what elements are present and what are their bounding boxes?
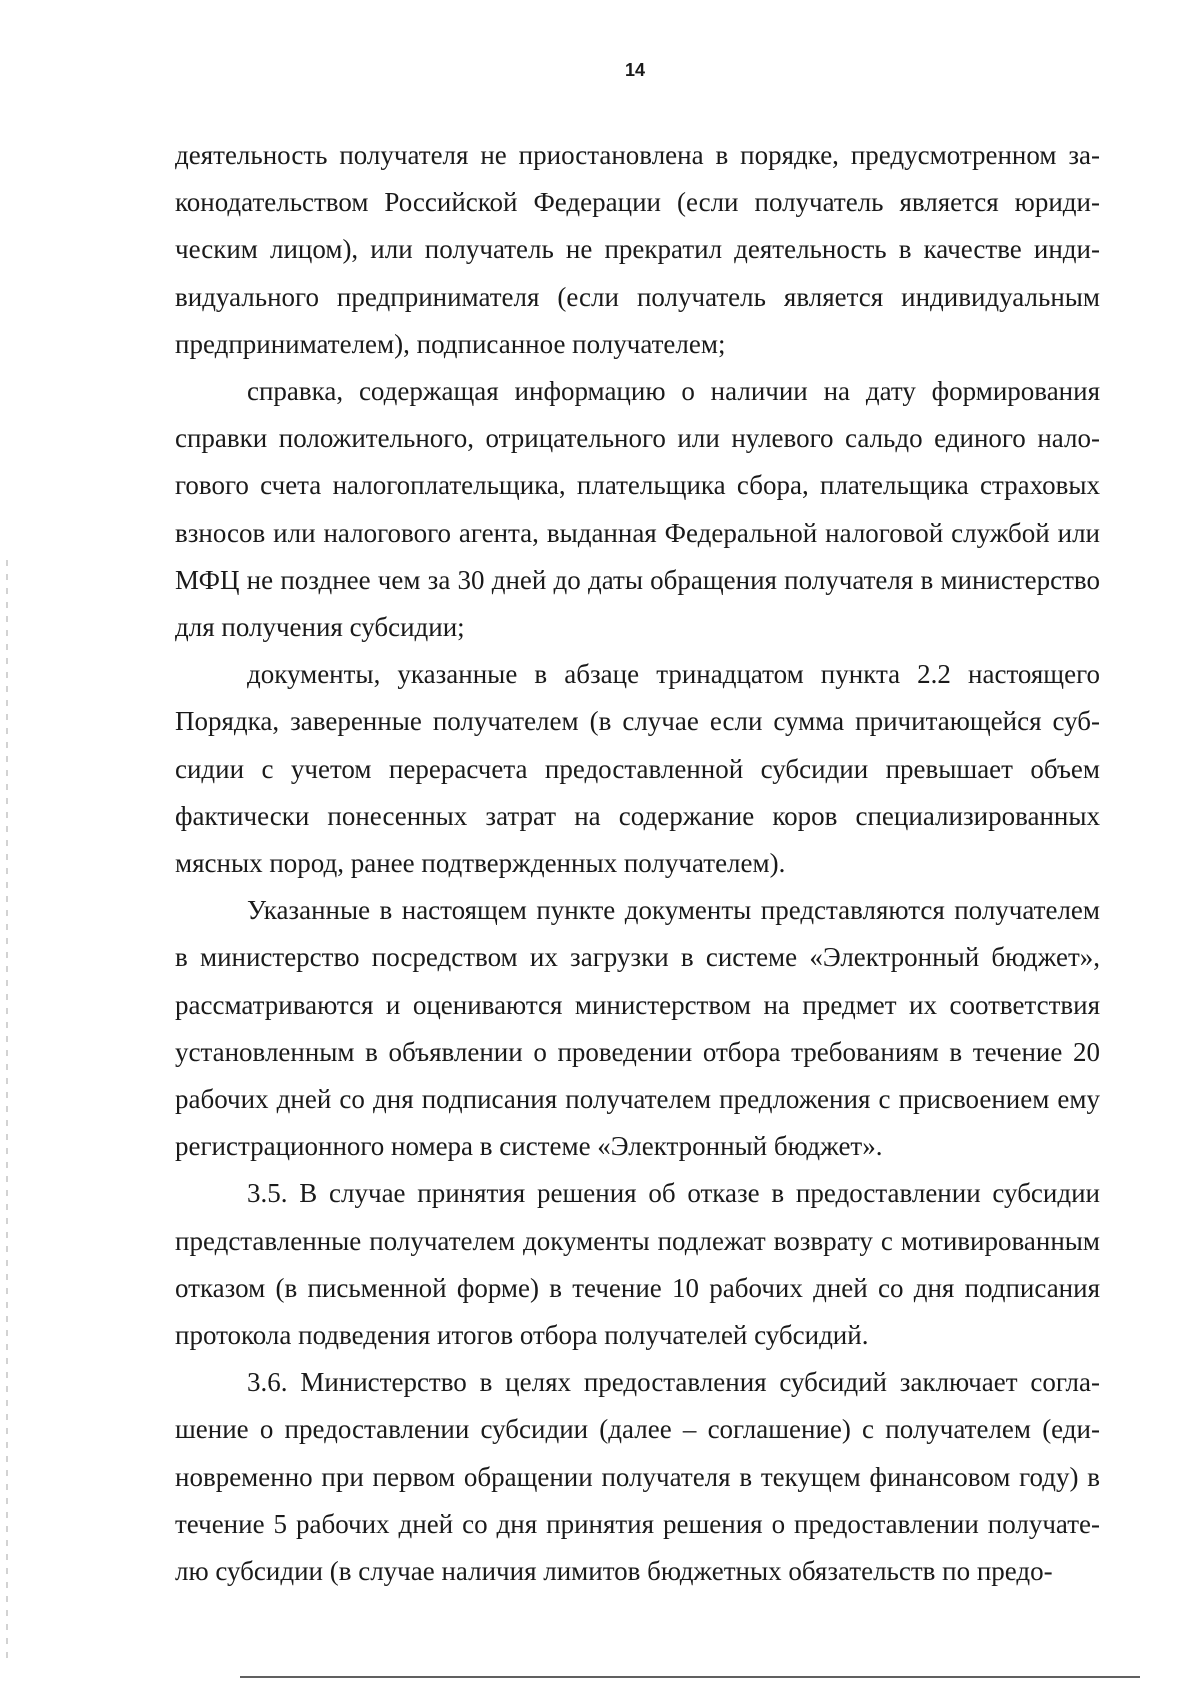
document-body bbox=[175, 132, 1100, 1595]
paragraph-tax-certificate: справка, содержащая информацию о наличии на дату формирования справки положительного, отрицательного или нулевого сальдо единого налогового счета налогоплательщика, плательщика сбора, плательщика страховых взносов или налогового агента, выданная Федеральной налоговой службой или МФЦ не позднее чем за 30 дней до даты обращения получателя в министерство для получения субсидии; bbox=[175, 376, 1100, 643]
paragraph-continuation: деятельность получателя не приостановлена в порядке, предусмотренном законодательством Российской Федерации (если получатель является юридическим лицом), или получатель не прекратил деятельность в качестве индивидуального предпринимателя (если получатель является индивидуальным предпринимателем), подписанное получателем; bbox=[175, 140, 1100, 359]
paragraph-3-5: 3.5. В случае принятия решения об отказе в предоставлении субсидии представленные получателем документы подлежат возврату с мотивированным отказом (в письменной форме) в течение 10 рабочих дней со дня подписания протокола подведения итогов отбора получателей субсидий. bbox=[175, 1178, 1100, 1351]
scan-edge-artifact bbox=[6, 560, 8, 1660]
paragraph-3-6: 3.6. Министерство в целях предоставления субсидий заключает соглашение о предоставлении субсидии (далее – соглашение) с получателем (единовременно при первом обращении получателя в текущем финансовом году) в течение 5 рабочих дней со дня принятия решения о предоставлении получателю субсидии (в случае наличия лимитов бюджетных обязательств по предо- bbox=[175, 1367, 1100, 1587]
scan-bottom-line bbox=[240, 1676, 1140, 1678]
page-number: 14 bbox=[624, 60, 646, 80]
paragraph-documents: документы, указанные в абзаце тринадцатом пункта 2.2 настоящего Порядка, заверенные получателем (в случае если сумма причитающейся субсидии с учетом перерасчета предоставленной субсидии превышает объем фактически понесенных затрат на содержание коров специализированных мясных пород, ранее подтвержденных получателем). bbox=[175, 659, 1100, 879]
paragraph-submission: Указанные в настоящем пункте документы представляются получателем в министерство посредством их загрузки в системе «Электронный бюджет», рассматриваются и оцениваются министерством на предмет их соответствия установленным в объявлении о проведении отбора требованиям в течение 20 рабочих дней со дня подписания получателем предложения с присвоением ему регистрационного номера в системе «Электронный бюджет». bbox=[175, 895, 1100, 1162]
